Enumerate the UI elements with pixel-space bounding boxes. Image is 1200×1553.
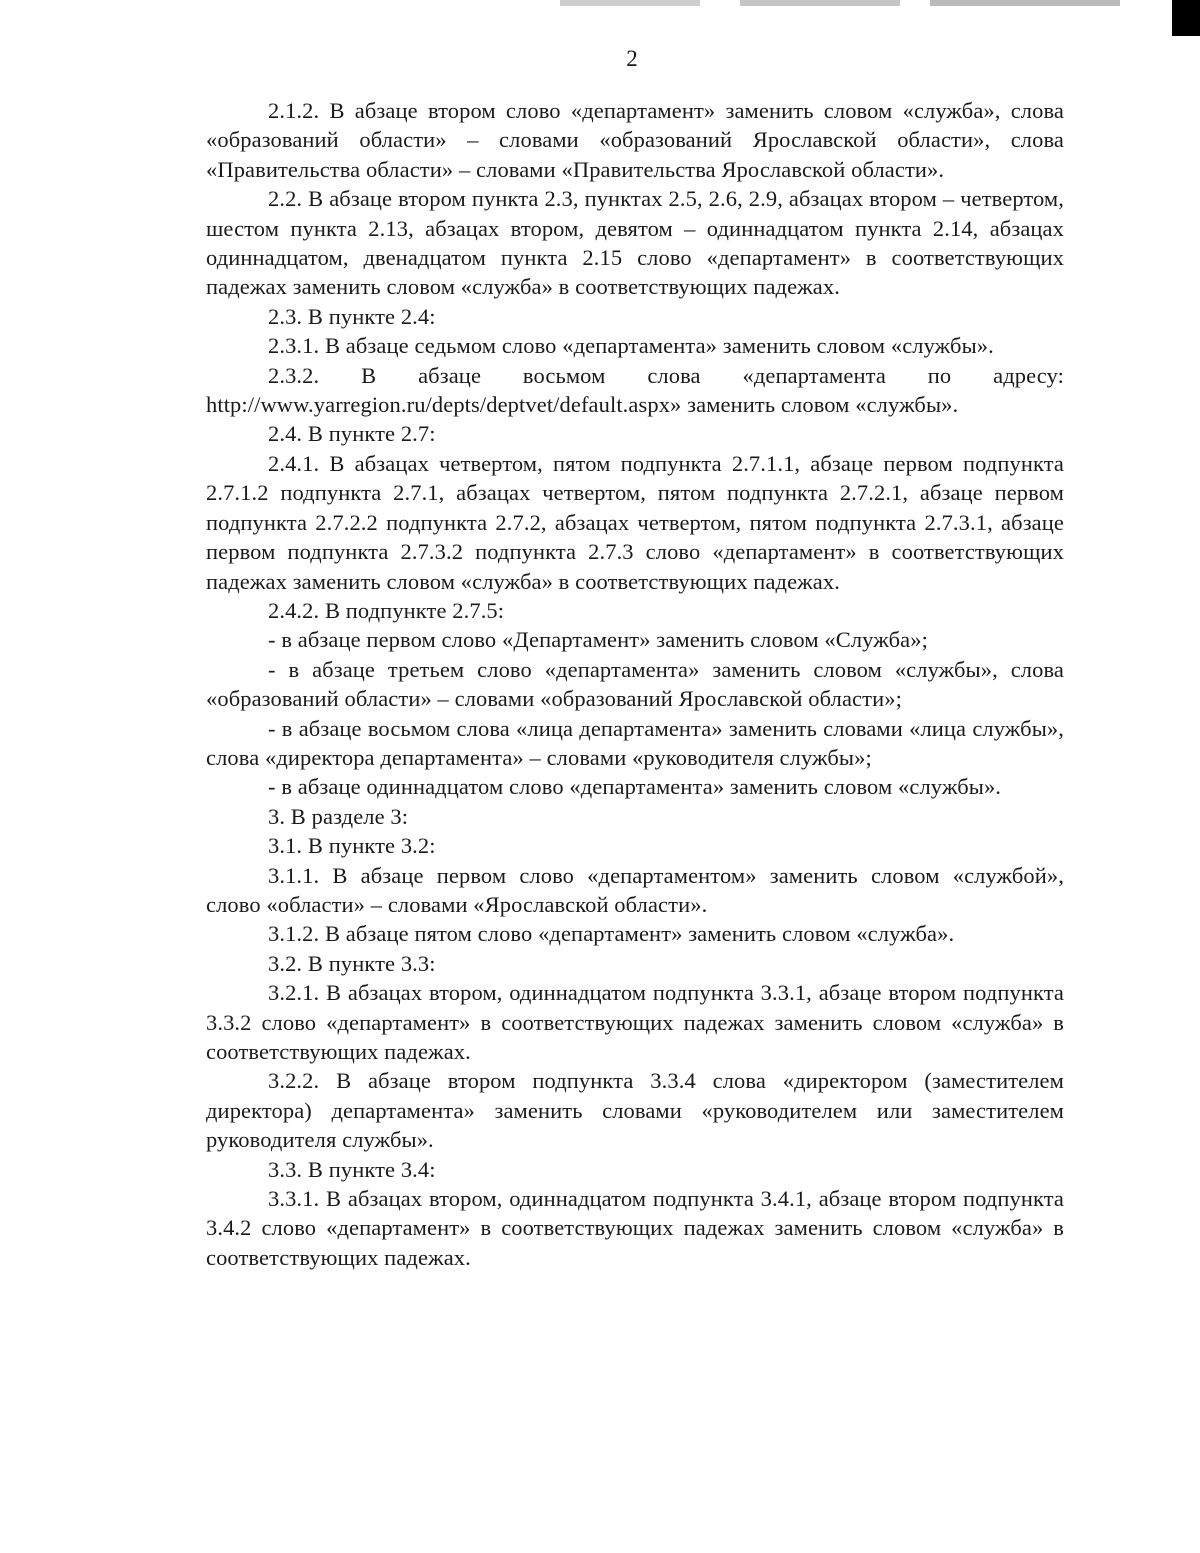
paragraph: - в абзаце одиннадцатом слово «департамента» заменить словом «службы». xyxy=(268,774,1002,800)
paragraph: 2.4.2. В подпункте 2.7.5: xyxy=(268,597,505,623)
paragraph: 3. В разделе 3: xyxy=(268,803,409,829)
document-body xyxy=(206,96,1064,1272)
paragraph: 2.3.1. В абзаце седьмом слово «департамента» заменить словом «службы». xyxy=(268,333,994,359)
paragraph: 2.3.2. В абзаце восьмом слова «департамента по адресу: http://www.yarregion.ru/depts/deptvet/default.aspx» заменить словом «службы». xyxy=(206,362,1064,418)
scan-artifact xyxy=(560,0,700,6)
paragraph: 3.3.1. В абзацах втором, одиннадцатом подпункта 3.4.1, абзаце втором подпункта 3.4.2 слово «департамент» в соответствующих падежах заменить словом «служба» в соответствующих падежах. xyxy=(206,1186,1064,1270)
scan-artifact xyxy=(1172,0,1200,36)
paragraph: - в абзаце восьмом слова «лица департамента» заменить словами «лица службы», слова «директора департамента» – словами «руководителя службы»; xyxy=(206,715,1064,770)
paragraph: 3.3. В пункте 3.4: xyxy=(268,1156,436,1182)
paragraph: 3.2.2. В абзаце втором подпункта 3.3.4 слова «директором (заместителем директора) департамента» заменить словами «руководителем или заместителем руководителя службы». xyxy=(206,1068,1064,1153)
paragraph: 2.3. В пункте 2.4: xyxy=(268,303,436,329)
scan-artifact xyxy=(740,0,900,6)
paragraph: - в абзаце первом слово «Департамент» заменить словом «Служба»; xyxy=(268,627,928,653)
paragraph: 2.4.1. В абзацах четвертом, пятом подпункта 2.7.1.1, абзаце первом подпункта 2.7.1.2 подпункта 2.7.1, абзацах четвертом, пятом подпункта 2.7.2.1, абзаце первом подпункта 2.7.2.2 подпункта 2.7.2, абзацах четвертом, пятом подпункта 2.7.3.1, абзаце первом подпункта 2.7.3.2 подпункта 2.7.3 слово «департамент» в соответствующих падежах заменить словом «служба» в соответствующих падежах. xyxy=(206,450,1064,594)
paragraph: 2.1.2. В абзаце втором слово «департамент» заменить словом «служба», слова «образований области» – словами «образований Ярославской области», слова «Правительства области» – словами «Правительства Ярославской области». xyxy=(206,98,1064,182)
paragraph: 2.2. В абзаце втором пункта 2.3, пунктах 2.5, 2.6, 2.9, абзацах втором – четвертом, шестом пункта 2.13, абзацах втором, девятом – одиннадцатом пункта 2.14, абзацах одиннадцатом, двенадцатом пункта 2.15 слово «департамент» в соответствующих падежах заменить словом «служба» в соответствующих падежах. xyxy=(206,186,1064,300)
paragraph: 3.1.1. В абзаце первом слово «департаментом» заменить словом «службой», слово «области» – словами «Ярославской области». xyxy=(206,862,1064,917)
paragraph: 3.1.2. В абзаце пятом слово «департамент» заменить словом «служба». xyxy=(268,921,955,947)
scan-artifact xyxy=(930,0,1120,6)
paragraph: - в абзаце третьем слово «департамента» заменить словом «службы», слова «образований области» – словами «образований Ярославской области»; xyxy=(206,656,1064,712)
page-number: 2 xyxy=(626,46,638,71)
paragraph: 3.2.1. В абзацах втором, одиннадцатом подпункта 3.3.1, абзаце втором подпункта 3.3.2 слово «департамент» в соответствующих падежах заменить словом «служба» в соответствующих падежах. xyxy=(206,980,1064,1064)
paragraph: 3.2. В пункте 3.3: xyxy=(268,950,436,976)
paragraph: 2.4. В пункте 2.7: xyxy=(268,421,436,447)
paragraph: 3.1. В пункте 3.2: xyxy=(268,833,436,859)
